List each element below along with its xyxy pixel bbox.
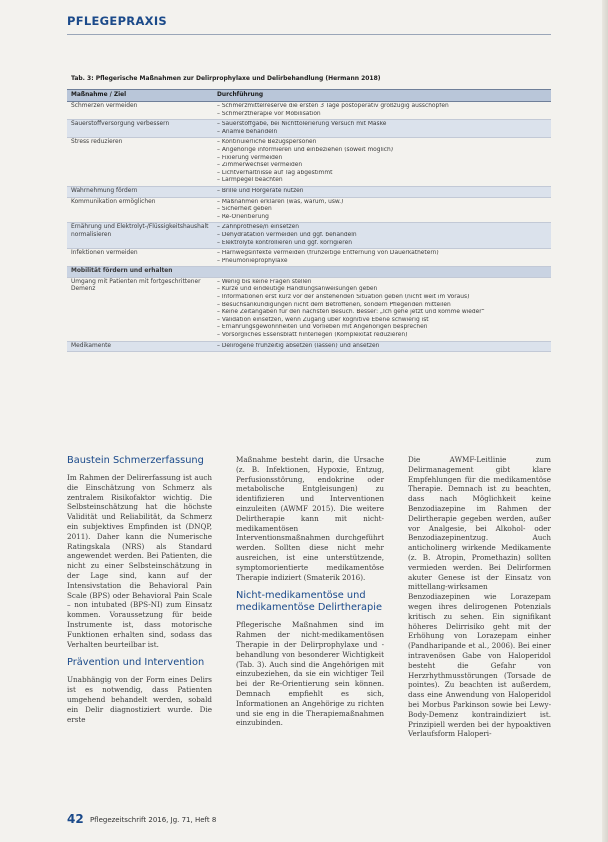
bullet-item: – Elektrolyte kontrollieren und ggf. korrigieren <box>217 239 352 246</box>
bullet-item: – Zimmerwechsel vermeiden <box>217 162 303 169</box>
text-column-3 <box>408 455 551 739</box>
bullet-item: – Sicherheit geben <box>217 206 272 213</box>
bullet-item: – Wenig bis keine Fragen stellen <box>217 278 312 285</box>
table-caption: Tab. 3: Pflegerische Maßnahmen zur Delirprophylaxe und Delirbehandlung (Hermann 2018) <box>71 75 381 82</box>
heading-rule <box>67 34 551 35</box>
bullet-item: – Vorsorgliches Essensblatt hinterlegen (Komplexität reduzieren) <box>217 332 408 339</box>
row-implementation <box>215 121 551 136</box>
text-column-2 <box>236 455 384 728</box>
table-row <box>67 120 551 138</box>
bullet-item: – Pneumonieprophylaxe <box>217 257 288 264</box>
group-label: Mobilität fördern und erhalten <box>71 268 173 275</box>
bullet-item: – Schmerztherapie vor Mobilisation <box>217 110 321 117</box>
text-column-1 <box>67 455 212 724</box>
table-group-row <box>67 267 551 278</box>
column-header-implementation: Durchführung <box>217 91 264 98</box>
journal-citation: Pflegezeitschrift 2016, Jg. 71, Heft 8 <box>89 816 217 824</box>
column-header-goal: Maßnahme / Ziel <box>71 91 127 98</box>
bullet-item: – Angehörige informieren und einbeziehen (soweit möglich) <box>217 146 394 153</box>
table-row <box>67 138 551 187</box>
bullet-item: – Anämie behandeln <box>217 128 278 135</box>
bullet-item: – Ernährungsgewohnheiten und Vorlieben mit Angehörigen besprechen <box>217 324 428 331</box>
paragraph: Pflegerische Maßnahmen sind im Rahmen der nicht-medikamentösen Therapie in der Delirprophylaxe und -behandlung von besonderer Wichtigkeit (Tab. 3). Auch sind die Angehörigen mit einzubeziehen, da sie ein wichtiger Teil bei der Re-Orientierung sein können. Demnach empfiehlt es sich, Informationen an Angehörige zu richten und sie eng in die Therapiemaßnahmen einzubinden. <box>236 620 384 728</box>
bullet-item: – Zahnprothese/n einsetzen <box>217 224 299 231</box>
heading-prevention: Prävention und Intervention <box>67 657 205 669</box>
page-number: 42 <box>67 812 84 826</box>
row-goal: Medikamente <box>71 342 112 349</box>
row-goal: Ernährung und Elektrolyt-/Flüssigkeitshaushalt normalisieren <box>71 224 209 238</box>
table-row <box>67 198 551 224</box>
row-goal: Kommunikation ermöglichen <box>71 198 156 205</box>
bullet-item: – Delirogene frühzeitig absetzen (lassen) und ansetzen <box>217 342 380 349</box>
bullet-item: – Kurze und eindeutige Handlungsanweisungen geben <box>217 286 378 293</box>
heading-delirium-therapy: Nicht-medikamentöse und medikamentöse Delirtherapie <box>236 590 382 614</box>
row-goal: Umgang mit Patienten mit fortgeschrittener Demenz <box>71 278 201 293</box>
bullet-item: – Kontinuierliche Bezugspersonen <box>217 139 317 146</box>
paragraph: Im Rahmen der Delirerfassung ist auch die Einschätzung von Schmerz als zentralem Risikofaktor wichtig. Die Selbsteinschätzung hat die höchste Validität und Reliabilität, da Schmerz ein subjektives Empfinden ist (DNQP, 2011). Daher kann die Numerische Ratingskala (NRS) als Standard angewendet werden. Bei Patienten, die nicht zu einer Selbsteinschätzung in der Lage sind, kann auf der Intensivstation die Behavioral Pain Scale (BPS) oder Behavioral Pain Scale – non intubated (BPS-NI) zum Einsatz kommen. Voraussetzung für beide Instrumente ist, dass motorische Funktionen erhalten sind, sodass das Verhalten beurteilbar ist. <box>67 473 212 649</box>
bullet-item: – Re-Orientierung <box>217 213 269 220</box>
row-implementation <box>215 224 551 247</box>
bullet-item: – Maßnahmen erklären (was, warum, usw.) <box>217 198 344 205</box>
bullet-item: – Dehydratation vermeiden und ggf. behandeln <box>217 231 357 238</box>
row-goal: Wahrnehmung fördern <box>71 187 138 194</box>
bullet-item: – Harnwegsinfekte vermeiden (frühzeitige Entfernung von Dauerkathetern) <box>217 250 439 257</box>
table-row <box>67 249 551 267</box>
measures-table <box>67 72 551 450</box>
bullet-item: – Lärmpegel beachten <box>217 177 283 184</box>
paragraph: Die AWMF-Leitlinie zum Delirmanagement gibt klare Empfehlungen für die medikamentöse Therapie. Demnach ist zu beachten, dass nach Möglichkeit keine Benzodiazepine im Rahmen der Delirtherapie gegeben werden, außer vor Analgesie, bei Alkohol- oder Benzodiazepinentzug. Auch anticholinerg wirkende Medikamente (z. B. Atropin, Promethazin) sollten vermieden werden. Bei Delirformen akuter Genese ist der Einsatz von mittellang-wirksamen Benzodiazepinen wie Lorazepam wegen ihres delirogenen Potenzials kritisch zu sehen. Ein signifikant höheres Delirrisiko geht mit der Erhöhung von Lorazepam einher (Pandharipande et al., 2006). Bei einer intravenösen Gabe von Haloperidol besteht die Gefahr von Herzrhythmusstörungen (Torsade de pointes). Zu beachten ist außerdem, dass eine Anwendung von Haloperidol bei Morbus Parkinson sowie bei Lewy-Body-Demenz kontraindiziert ist. Prinzipiell werden bei der hypoaktiven Verlaufsform Haloperi- <box>408 455 551 739</box>
paragraph: Maßnahme besteht darin, die Ursache (z. B. Infektionen, Hypoxie, Entzug, Perfusionsstörung, endokrine oder metabolische Entgleisungen) zu identifizieren und Interventionen einzuleiten (AWMF 2015). Die weitere Delirtherapie kann mit nicht-medikamentösen Interventionsmaßnahmen durchgeführt werden. Sollten diese nicht mehr ausreichen, ist eine unterstützende, symptomorientierte medikamentöse Therapie indiziert (Smaterik 2016). <box>236 455 384 582</box>
bullet-item: – Schmerzmittelreserve die ersten 3 Tage postoperativ großzügig ausschöpfen <box>217 103 449 109</box>
bullet-item: – Fixierung vermeiden <box>217 154 283 161</box>
row-goal: Schmerzen vermeiden <box>71 103 138 109</box>
row-goal: Stress reduzieren <box>71 139 123 146</box>
row-implementation <box>215 250 551 265</box>
scan-edge <box>602 0 608 842</box>
row-implementation <box>215 103 551 118</box>
table-row <box>67 187 551 198</box>
row-implementation <box>215 343 551 351</box>
table-row <box>67 102 551 120</box>
bullet-item: – Brille und Hörgeräte nutzen <box>217 187 304 194</box>
bullet-item: – Validation einsetzen, wenn Zugang über kognitive Ebene schwierig ist <box>217 316 429 323</box>
paragraph: Unabhängig von der Form eines Delirs ist es notwendig, dass Patienten umgehend behandelt werden, sobald ein Delir diagnostiziert wurde. Die erste <box>67 675 212 724</box>
bullet-item: – Lichtverhältnisse auf Tag abgestimmt <box>217 169 333 176</box>
page-footer <box>67 812 216 826</box>
row-implementation <box>215 188 551 196</box>
table-body-2 <box>67 278 551 352</box>
bullet-item: – Keine Zeitangaben für den nächsten Besuch. Besser: „Ich gehe jetzt und komme wieder“ <box>217 309 485 316</box>
section-heading: PFLEGEPRAXIS <box>67 14 167 28</box>
bullet-item: – Besuchsankündigungen nicht dem Betroffenen, sondern Pflegenden mitteilen <box>217 301 451 308</box>
row-implementation <box>215 139 551 185</box>
bullet-item: – Sauerstoffgabe, bei Nichttolerierung Versuch mit Maske <box>217 121 387 128</box>
table-row <box>67 342 551 353</box>
row-goal: Infektionen vermeiden <box>71 250 138 257</box>
heading-pain-assessment: Baustein Schmerzerfassung <box>67 455 204 466</box>
row-goal: Sauerstoffversorgung verbessern <box>71 121 170 128</box>
table-row <box>67 278 551 342</box>
table-body <box>67 102 551 267</box>
bullet-item: – Informationen erst kurz vor der anstehenden Situation geben (nicht weit im Voraus) <box>217 294 470 301</box>
table-header <box>67 89 551 102</box>
table-row <box>67 223 551 249</box>
row-implementation <box>215 279 551 340</box>
row-implementation <box>215 199 551 222</box>
